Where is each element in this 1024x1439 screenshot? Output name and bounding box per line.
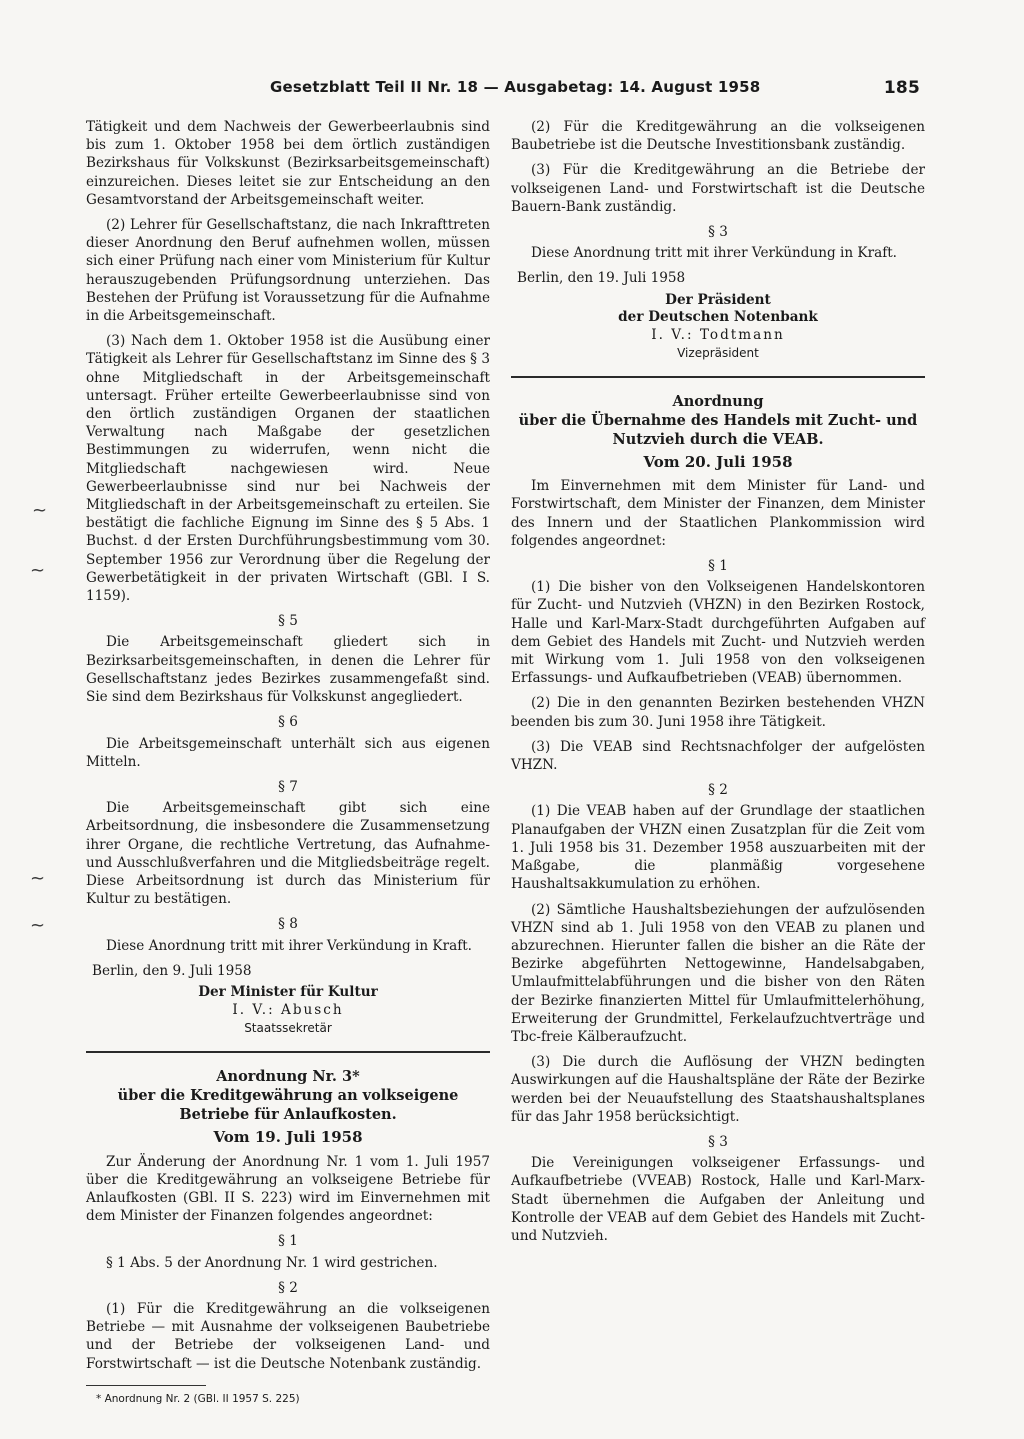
paragraph: (2) Die in den genannten Bezirken bestehenden VHZN beenden bis zum 30. Juni 1958 ihre Tätigkeit. [511, 695, 925, 730]
paragraph: (2) Sämtliche Haushaltsbeziehungen der aufzulösenden VHZN sind ab 1. Juli 1958 von den VEAB zu planen und abzurechnen. Hierunter fallen die bisher an die Räte der Bezirke abgeführten Nettogewinne, Handelsabgaben, Umlaufmittelabführungen und die bisher von den Räten der Bezirke finanzierten Mittel für Umlaufmittelerhöhung, Erweiterung der Grundmittel, Ferkelaufzuchtverträge und Tbc-freie Kälberaufzucht. [511, 901, 925, 1045]
margin-tick-mark: ~ [30, 868, 46, 889]
paragraph: Die Vereinigungen volkseigener Erfassungs- und Aufkaufbetriebe (VVEAB) Rostock, Halle und Karl-Marx-Stadt übernehmen die Aufgaben der Anleitung und Kontrolle der VEAB auf dem Gebiet des Handels mit Zucht- und Nutzvieh. [511, 1155, 925, 1244]
place-date: Berlin, den 9. Juli 1958 [92, 962, 252, 979]
place-date: Berlin, den 19. Juli 1958 [517, 270, 686, 287]
signatory-role: Staatssekretär [244, 1021, 332, 1036]
margin-tick-mark: ~ [30, 560, 46, 581]
paragraph: (1) Die VEAB haben auf der Grundlage der staatlichen Planaufgaben der VHZN einen Zusatzplan für die Zeit vom 1. Juli 1958 bis 31. Dezember 1958 auszuarbeiten mit der Maßgabe, die planmäßig vorgesehene Haushaltsakkumulation zu erhöhen. [511, 803, 925, 893]
section-title: § 6 [278, 714, 298, 731]
section-title: § 2 [708, 782, 728, 799]
section-title: § 2 [278, 1279, 298, 1296]
signatory-title: Der Präsident [665, 291, 771, 308]
paragraph: (2) Lehrer für Gesellschaftstanz, die nach Inkrafttreten dieser Anordnung den Beruf aufnehmen wollen, müssen sich einer Prüfung nach einer vom Ministerium für Kultur herauszugebenden Prüfungsordnung unterziehen. Das Bestehen der Prüfung ist Voraussetzung für die Aufnahme in die Arbeitsgemeinschaft. [86, 217, 490, 325]
margin-tick-mark: ~ [30, 915, 46, 936]
signature-block [86, 984, 490, 1037]
paragraph: Tätigkeit und dem Nachweis der Gewerbeerlaubnis sind bis zum 1. Oktober 1958 bei dem örtlich zuständigen Bezirkshaus für Volkskunst (Bezirksarbeitsgemeinschaft) einzureichen. Dieses leitet sie zur Entscheidung an den Gesamtvorstand der Arbeitsgemeinschaft weiter. [86, 119, 490, 208]
ordinance-title: Anordnung Nr. 3* [216, 1068, 360, 1086]
paragraph: (3) Nach dem 1. Oktober 1958 ist die Ausübung einer Tätigkeit als Lehrer für Gesellschaftstanz im Sinne des § 3 ohne Mitgliedschaft in der Arbeitsgemeinschaft untersagt. Früher erteilte Gewerbeerlaubnisse sind von den örtlich zuständigen Organen der staatlichen Verwaltung nach Maßgabe der gesetzlichen Bestimmungen zu widerrufen, wenn nicht die Mitgliedschaft nachgewiesen wird. Neue Gewerbeerlaubnisse sind nur bei Nachweis der Mitgliedschaft in der Arbeitsgemeinschaft zu erteilen. Sie bestätigt die fachliche Eignung im Sinne des § 5 Abs. 1 Buchst. d der Ersten Durchführungsbestimmung vom 30. September 1956 zur Verordnung über die Regelung der Gewerbetätigkeit in der privaten Wirtschaft (GBl. I S. 1159). [86, 333, 490, 605]
ordinance-heading [86, 1067, 490, 1124]
page-number: 185 [883, 78, 920, 98]
footnote: * Anordnung Nr. 2 (GBl. II 1957 S. 225) [96, 1392, 300, 1405]
paragraph: Diese Anordnung tritt mit ihrer Verkündung in Kraft. [106, 937, 473, 954]
signature-block [511, 292, 925, 362]
paragraph: § 1 Abs. 5 der Anordnung Nr. 1 wird gestrichen. [106, 1254, 438, 1271]
paragraph: Zur Änderung der Anordnung Nr. 1 vom 1. Juli 1957 über die Kreditgewährung an volkseigene Betriebe für Anlaufkosten (GBl. II S. 223) wird im Einvernehmen mit dem Minister der Finanzen folgendes angeordnet: [86, 1153, 490, 1225]
section-title: § 5 [278, 613, 298, 630]
section-divider [511, 376, 925, 378]
section-title: § 1 [708, 558, 728, 575]
paragraph: (1) Für die Kreditgewährung an die volkseigenen Betriebe — mit Ausnahme der volkseigenen Baubetriebe und der Betriebe der volkseigenen Land- und Forstwirtschaft — ist die Deutsche Notenbank zuständig. [86, 1300, 490, 1372]
section-title: § 3 [708, 224, 728, 241]
paragraph: (1) Die bisher von den Volkseigenen Handelskontoren für Zucht- und Nutzvieh (VHZN) in den Bezirken Rostock, Halle und Karl-Marx-Stadt durchgeführten Aufgaben auf dem Gebiet des Handels mit Zucht- und Nutzvieh werden mit Wirkung vom 1. Juli 1958 von den volkseigenen Erfassungs- und Aufkaufbetrieben (VEAB) übernommen. [511, 579, 925, 687]
section-title: § 7 [278, 778, 298, 795]
signatory-title-line2: der Deutschen Notenbank [618, 308, 818, 325]
left-column [86, 118, 490, 1408]
page-header [270, 78, 920, 100]
ordinance-date: Vom 19. Juli 1958 [213, 1128, 363, 1147]
right-column [511, 118, 925, 1252]
ordinance-heading [511, 392, 925, 449]
paragraph: Die Arbeitsgemeinschaft unterhält sich aus eigenen Mitteln. [86, 735, 490, 770]
section-title: § 8 [278, 916, 298, 933]
paragraph: Die Arbeitsgemeinschaft gliedert sich in Bezirksarbeitsgemeinschaften, in denen die Lehrer für Gesellschaftstanz jedes Bezirkes zusammengefaßt sind. Sie sind dem Bezirkshaus für Volkskunst angegliedert. [86, 634, 490, 706]
paragraph: (2) Für die Kreditgewährung an die volkseigenen Baubetriebe ist die Deutsche Investitionsbank zuständig. [511, 119, 925, 154]
margin-tick-mark: ~ [32, 500, 48, 521]
ordinance-date: Vom 20. Juli 1958 [643, 453, 793, 472]
signatory-name: I. V.: Abusch [232, 1001, 344, 1018]
section-title: § 3 [708, 1133, 728, 1150]
signatory-title: Der Minister für Kultur [198, 983, 378, 1000]
ordinance-subtitle: über die Übernahme des Handels mit Zucht- und Nutzvieh durch die VEAB. [518, 412, 918, 449]
paragraph: (3) Für die Kreditgewährung an die Betriebe der volkseigenen Land- und Forstwirtschaft ist die Deutsche Bauern-Bank zuständig. [511, 162, 925, 215]
ordinance-subtitle: über die Kreditgewährung an volkseigene Betriebe für Anlaufkosten. [117, 1087, 459, 1124]
paragraph: (3) Die durch die Auflösung der VHZN bedingten Auswirkungen auf die Haushaltspläne der Räte der Bezirke werden bei der Neuaufstellung des Staatshaushaltsplanes für das Jahr 1958 berücksichtigt. [511, 1054, 925, 1125]
signatory-role: Vizepräsident [677, 345, 759, 360]
section-title: § 1 [278, 1233, 298, 1250]
paragraph: Im Einvernehmen mit dem Minister für Land- und Forstwirtschaft, dem Minister der Finanzen, dem Minister des Innern und der Staatlichen Plankommission wird folgendes angeordnet: [511, 478, 925, 549]
signatory-name: I. V.: Todtmann [651, 326, 785, 343]
footnote-divider [86, 1385, 206, 1386]
header-title: Gesetzblatt Teil II Nr. 18 — Ausgabetag: 14. August 1958 [270, 78, 761, 96]
paragraph: Diese Anordnung tritt mit ihrer Verkündung in Kraft. [531, 245, 898, 262]
paragraph: (3) Die VEAB sind Rechtsnachfolger der aufgelösten VHZN. [511, 738, 925, 774]
paragraph: Die Arbeitsgemeinschaft gibt sich eine Arbeitsordnung, die insbesondere die Zusammensetzung ihrer Organe, die rechtliche Vertretung, das Aufnahme- und Ausschlußverfahren und die Mitgliedsbeiträge regelt. Diese Arbeitsordnung ist durch das Ministerium für Kultur zu bestätigen. [86, 800, 490, 908]
ordinance-title: Anordnung [672, 393, 764, 411]
section-divider [86, 1051, 490, 1053]
